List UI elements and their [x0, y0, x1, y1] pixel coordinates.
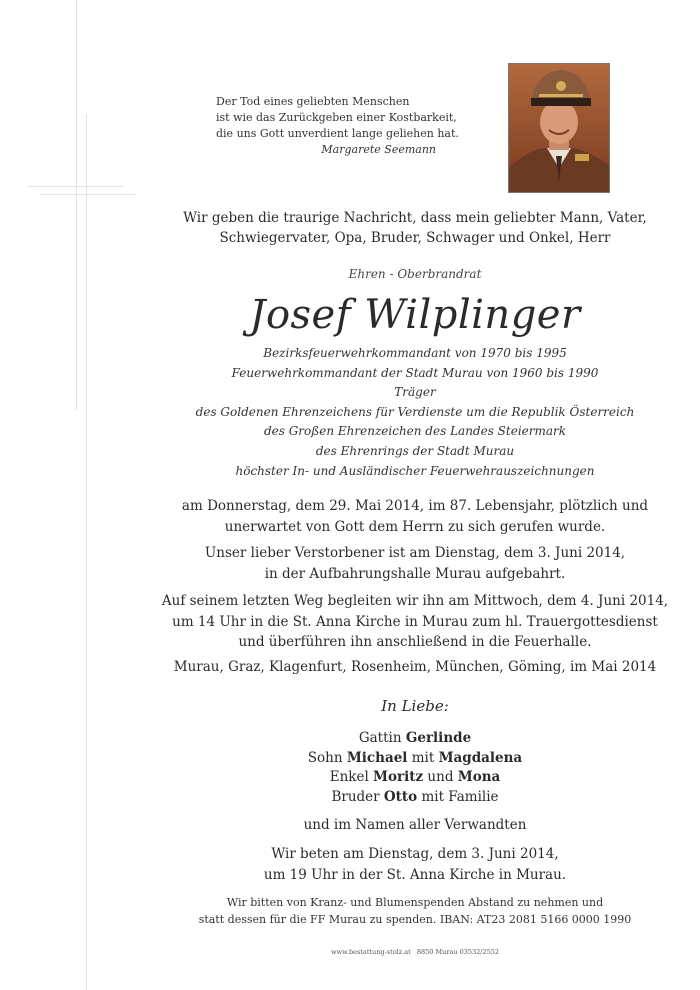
family-text: mit Familie — [417, 788, 499, 805]
prayer-line: um 19 Uhr in der St. Anna Kirche in Murau. — [263, 866, 567, 883]
quote-author: Margarete Seemann — [321, 143, 436, 156]
titles-list — [150, 344, 680, 481]
family-member-line — [150, 788, 680, 808]
funeral-line: und überführen ihn anschließend in die Feuerhalle. — [238, 634, 592, 650]
family-text: und — [423, 769, 458, 786]
title-line: höchster In- und Ausländischer Feuerwehrauszeichnungen — [235, 463, 595, 478]
donation-line: statt dessen für die FF Murau zu spenden. IBAN: AT23 2081 5166 0000 1990 — [198, 912, 632, 926]
death-notice — [150, 496, 680, 537]
title-line: des Goldenen Ehrenzeichens für Verdienste um die Republik Österreich — [195, 404, 635, 419]
intro-text — [150, 208, 680, 248]
quote-block — [216, 94, 476, 158]
in-liebe-heading: In Liebe: — [381, 697, 449, 715]
cross-vertical-line-2 — [86, 114, 87, 990]
family-list — [150, 729, 680, 807]
family-name: Gerlinde — [405, 730, 472, 746]
family-member-line — [150, 749, 680, 769]
family-text: Bruder — [331, 788, 384, 805]
deceased-name: Josef Wilplinger — [249, 292, 581, 338]
cross-vertical-line-1 — [76, 0, 77, 410]
title-line: des Ehrenrings der Stadt Murau — [315, 443, 515, 458]
funeral-notice — [150, 591, 680, 653]
prayer-line: Wir beten am Dienstag, dem 3. Juni 2014, — [271, 846, 559, 862]
funeral-line: Auf seinem letzten Weg begleiten wir ihn am Mittwoch, dem 4. Juni 2014, — [161, 593, 669, 609]
footer-contact: www.bestattung-stolz.at 8850 Murau 03532/2552 — [331, 948, 499, 956]
intro-line: Wir geben die traurige Nachricht, dass mein geliebter Mann, Vater, — [183, 210, 647, 226]
quote-line: die uns Gott unverdient lange geliehen hat. — [216, 127, 459, 140]
places-line: Murau, Graz, Klagenfurt, Rosenheim, München, Göming, im Mai 2014 — [173, 659, 657, 675]
quote-line: ist wie das Zurückgeben einer Kostbarkeit, — [216, 111, 457, 124]
family-name: Michael — [346, 749, 408, 766]
donation-note — [150, 895, 680, 928]
title-line: Bezirksfeuerwehrkommandant von 1970 bis 1995 — [263, 346, 567, 360]
family-member-line — [150, 768, 680, 788]
family-name: Magdalena — [438, 749, 523, 766]
family-name: Mona — [457, 769, 501, 786]
family-name: Otto — [383, 788, 418, 805]
honor-title: Ehren - Oberbrandrat — [348, 267, 482, 281]
family-text: Enkel — [329, 769, 374, 786]
title-line: des Großen Ehrenzeichen des Landes Steiermark — [263, 424, 567, 439]
family-text: mit — [407, 749, 439, 766]
family-name: Moritz — [373, 769, 424, 786]
portrait-photo — [508, 63, 610, 193]
family-text: Sohn — [307, 749, 347, 766]
viewing-notice — [150, 543, 680, 584]
family-member-line — [150, 729, 680, 749]
death-notice-line: unerwartet von Gott dem Herrn zu sich gerufen wurde. — [224, 518, 606, 535]
intro-line: Schwiegervater, Opa, Bruder, Schwager und Onkel, Herr — [219, 230, 611, 246]
relatives-line: und im Namen aller Verwandten — [303, 817, 527, 833]
family-text: Gattin — [358, 730, 406, 746]
viewing-line: Unser lieber Verstorbener ist am Dienstag, dem 3. Juni 2014, — [204, 545, 626, 561]
prayer-notice — [150, 844, 680, 885]
title-line: Feuerwehrkommandant der Stadt Murau von 1960 bis 1990 — [231, 365, 599, 380]
funeral-line: um 14 Uhr in die St. Anna Kirche in Murau zum hl. Trauergottesdienst — [172, 613, 658, 630]
death-notice-line: am Donnerstag, dem 29. Mai 2014, im 87. Lebensjahr, plötzlich und — [181, 498, 649, 514]
cross-horizontal-line-1 — [28, 186, 123, 187]
viewing-line: in der Aufbahrungshalle Murau aufgebahrt. — [264, 565, 566, 582]
portrait-image — [509, 64, 609, 192]
donation-line: Wir bitten von Kranz- und Blumenspenden Abstand zu nehmen und — [226, 896, 604, 909]
quote-line: Der Tod eines geliebten Menschen — [216, 95, 410, 108]
title-line: Träger — [394, 385, 436, 400]
cross-horizontal-line-2 — [40, 194, 136, 195]
